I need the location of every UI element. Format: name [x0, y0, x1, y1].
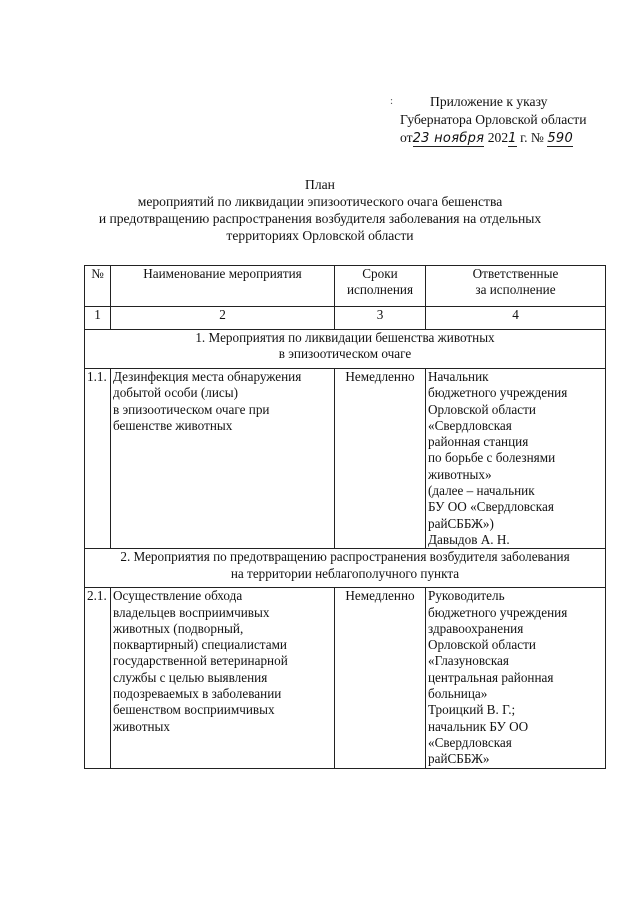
- section-heading-line: 1. Мероприятия по ликвидации бешенства животных: [195, 330, 495, 345]
- name-line: бешенством восприимчивых: [113, 702, 275, 718]
- header-term-line: исполнения: [346, 282, 414, 298]
- table-index-row: [85, 307, 606, 330]
- resp-line: бюджетного учреждения: [428, 385, 568, 401]
- name-line: поквартирный) специалистами: [113, 637, 287, 653]
- year-prefix: 202: [487, 130, 509, 145]
- resp-line: райСББЖ»: [428, 751, 490, 767]
- name-line: Дезинфекция места обнаружения: [113, 369, 302, 384]
- row-name: [111, 369, 335, 549]
- appendix-header: [390, 93, 620, 148]
- row-name: [111, 588, 335, 768]
- section-heading: [85, 549, 606, 588]
- appendix-date-line: [400, 129, 620, 148]
- handwritten-year: 1: [508, 131, 517, 146]
- plan-table: [84, 265, 606, 769]
- resp-line: райСББЖ»): [428, 515, 494, 531]
- document-title: [0, 176, 640, 244]
- appendix-line-2: Губернатора Орловской области: [400, 112, 587, 127]
- year-suffix: г. №: [520, 130, 544, 145]
- resp-line: больница»: [428, 686, 488, 702]
- resp-line: животных»: [428, 466, 492, 482]
- section-heading-line: на территории неблагополучного пункта: [230, 565, 460, 581]
- header-resp: [426, 266, 606, 307]
- name-line: животных: [113, 718, 170, 734]
- index-cell: 2: [111, 307, 335, 330]
- name-line: подозреваемых в заболевании: [113, 686, 282, 702]
- resp-line: районная станция: [428, 434, 529, 450]
- index-cell: 3: [335, 307, 426, 330]
- resp-line: БУ ОО «Свердловская: [428, 499, 554, 515]
- title-heading: План: [305, 177, 335, 192]
- date-prefix: от: [400, 130, 413, 145]
- resp-line: начальник БУ ОО: [428, 718, 529, 734]
- header-num: №: [85, 266, 111, 307]
- table-row: [85, 588, 606, 768]
- resp-line: Орловской области: [428, 637, 536, 653]
- header-term: [335, 266, 426, 307]
- name-line: животных (подворный,: [113, 620, 244, 636]
- section-heading: [85, 330, 606, 369]
- resp-line: Давыдов А. Н.: [428, 531, 510, 547]
- name-line: Осуществление обхода: [113, 588, 243, 604]
- resp-line: Орловской области: [428, 401, 536, 417]
- name-line: добытой особи (лисы): [113, 385, 238, 401]
- resp-line: бюджетного учреждения: [428, 604, 568, 620]
- row-number: 1.1.: [85, 369, 111, 549]
- header-resp-line: Ответственные: [472, 266, 559, 281]
- row-responsible: [426, 369, 606, 549]
- index-cell: 1: [85, 307, 111, 330]
- resp-line: Руководитель: [428, 588, 505, 604]
- name-line: бешенстве животных: [113, 417, 233, 433]
- resp-line: «Свердловская: [428, 734, 512, 750]
- header-name: Наименование мероприятия: [111, 266, 335, 307]
- resp-line: Начальник: [428, 369, 489, 384]
- resp-line: (далее – начальник: [428, 483, 535, 499]
- resp-line: здравоохранения: [428, 620, 524, 636]
- row-term: Немедленно: [335, 588, 426, 768]
- row-responsible: [426, 588, 606, 768]
- handwritten-number: 590: [547, 131, 574, 146]
- table-header-row: [85, 266, 606, 307]
- header-term-line: Сроки: [362, 266, 398, 281]
- section-heading-line: 2. Мероприятия по предотвращению распространения возбудителя заболевания: [120, 549, 570, 565]
- name-line: государственной ветеринарной: [113, 653, 288, 669]
- resp-line: центральная районная: [428, 669, 554, 685]
- row-number: 2.1.: [85, 588, 111, 768]
- title-line-1: мероприятий по ликвидации эпизоотического очага бешенства: [137, 194, 503, 209]
- appendix-line-1: Приложение к указу: [430, 94, 548, 109]
- section-row: [85, 549, 606, 588]
- resp-line: «Глазуновская: [428, 653, 509, 669]
- resp-line: «Свердловская: [428, 417, 512, 433]
- index-cell: 4: [426, 307, 606, 330]
- title-line-2: и предотвращению распространения возбудителя заболевания на отдельных: [98, 211, 542, 226]
- resp-line: по борьбе с болезнями: [428, 450, 556, 466]
- name-line: владельцев восприимчивых: [113, 604, 270, 620]
- title-line-3: территориях Орловской области: [226, 228, 414, 243]
- handwritten-date: 23 ноября: [412, 131, 485, 146]
- table-row: [85, 369, 606, 549]
- scan-mark: :: [390, 95, 394, 107]
- section-heading-line: в эпизоотическом очаге: [278, 346, 412, 362]
- row-term: Немедленно: [335, 369, 426, 549]
- resp-line: Троицкий В. Г.;: [428, 702, 516, 718]
- header-resp-line: за исполнение: [475, 282, 556, 298]
- name-line: службы с целью выявления: [113, 669, 268, 685]
- section-row: [85, 330, 606, 369]
- name-line: в эпизоотическом очаге при: [113, 401, 270, 417]
